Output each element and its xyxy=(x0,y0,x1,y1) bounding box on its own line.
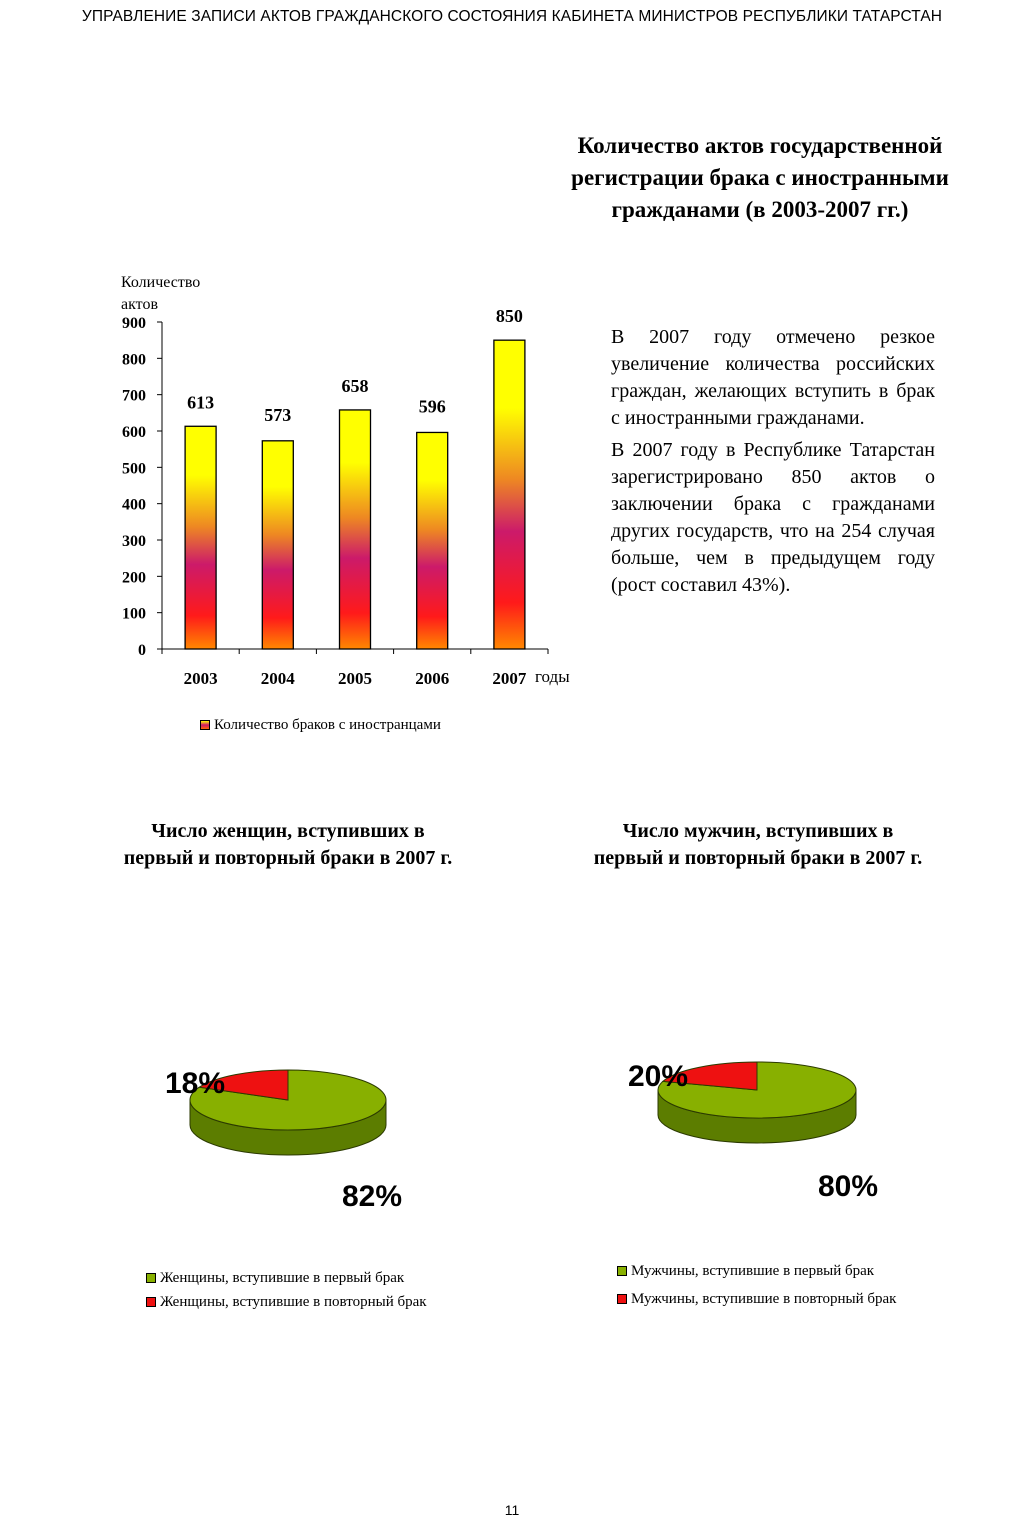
women-legend-label: Женщины, вступившие в повторный брак xyxy=(160,1294,427,1310)
pie-percent-label: 82% xyxy=(342,1180,403,1213)
y-axis-label-line: Количество xyxy=(121,274,201,291)
pie-percent-label: 20% xyxy=(628,1060,689,1093)
pie-percent-label: 18% xyxy=(165,1067,226,1100)
bar-value-label: 613 xyxy=(187,392,215,413)
bar xyxy=(262,441,293,649)
y-tick-label: 200 xyxy=(122,569,146,587)
x-tick-label: 2007 xyxy=(492,669,527,688)
bar xyxy=(340,410,371,649)
y-axis-label xyxy=(121,274,200,313)
women-legend-swatch-green xyxy=(146,1273,156,1283)
y-tick-label: 400 xyxy=(122,496,146,514)
y-tick-label: 600 xyxy=(122,424,146,441)
bar xyxy=(417,432,448,649)
women-legend-item xyxy=(146,1268,446,1288)
bar xyxy=(185,426,216,649)
pie-percent-label: 80% xyxy=(818,1170,879,1203)
y-tick-label: 0 xyxy=(138,642,146,659)
y-tick-label: 900 xyxy=(122,315,146,332)
description-paragraph: В 2007 году отмечено резкое увеличение количества российских граждан, желающих вступить в брак с иностранными гражданами. xyxy=(611,326,935,429)
bar-legend xyxy=(200,715,441,739)
women-legend-item xyxy=(146,1292,446,1312)
x-tick-label: 2006 xyxy=(415,669,450,688)
bar-legend-item xyxy=(200,715,441,735)
x-tick-label: 2005 xyxy=(338,669,372,688)
y-tick-label: 100 xyxy=(122,605,146,623)
page-header: УПРАВЛЕНИЕ ЗАПИСИ АКТОВ ГРАЖДАНСКОГО СОСТОЯНИЯ КАБИНЕТА МИНИСТРОВ РЕСПУБЛИКИ ТАТАРСТАН xyxy=(81,8,943,25)
men-legend-swatch-green xyxy=(617,1266,627,1276)
description-paragraph: В 2007 году в Республике Татарстан зарегистрировано 850 актов о заключении брака с гражданами других государств, что на 254 случая больше, чем в предыдущем году (рост составил 43%). xyxy=(611,439,935,596)
men-legend-item xyxy=(617,1261,917,1281)
men-legend-swatch-red xyxy=(617,1294,627,1304)
bar-chart xyxy=(0,0,1024,760)
pie-charts xyxy=(0,1040,1024,1230)
bar-value-label: 850 xyxy=(495,306,523,327)
bar-legend-swatch xyxy=(200,720,210,730)
bar-value-label: 658 xyxy=(341,375,369,396)
men-pie-title: Число мужчин, вступивших в первый и повторный браки в 2007 г. xyxy=(593,820,923,869)
x-tick-label: 2004 xyxy=(260,669,295,688)
bar-value-label: 573 xyxy=(264,404,292,425)
men-legend-label: Мужчины, вступившие в повторный брак xyxy=(631,1291,897,1307)
y-tick-label: 800 xyxy=(122,351,146,369)
y-tick-label: 300 xyxy=(122,533,146,550)
page-number: 11 xyxy=(504,1502,520,1518)
men-legend-item xyxy=(617,1289,917,1309)
women-pie-title: Число женщин, вступивших в первый и повторный браки в 2007 г. xyxy=(123,820,453,869)
x-tick-label: 2003 xyxy=(183,669,218,688)
y-tick-label: 700 xyxy=(122,387,146,405)
main-title: Количество актов государственной регистрации брака с иностранными гражданами (в 2003-2007 гг.) xyxy=(571,133,949,222)
men-legend-label: Мужчины, вступившие в первый брак xyxy=(631,1263,875,1279)
y-axis-label-line: актов xyxy=(121,296,158,313)
bar-legend-label: Количество браков с иностранцами xyxy=(214,717,441,733)
y-tick-label: 500 xyxy=(122,460,146,478)
women-pie-legend xyxy=(146,1268,446,1316)
bar xyxy=(494,340,525,649)
x-axis-label: годы xyxy=(535,667,570,686)
women-legend-swatch-red xyxy=(146,1297,156,1307)
women-legend-label: Женщины, вступившие в первый брак xyxy=(160,1270,405,1286)
bar-value-label: 596 xyxy=(418,396,446,417)
men-pie-legend xyxy=(617,1261,917,1313)
